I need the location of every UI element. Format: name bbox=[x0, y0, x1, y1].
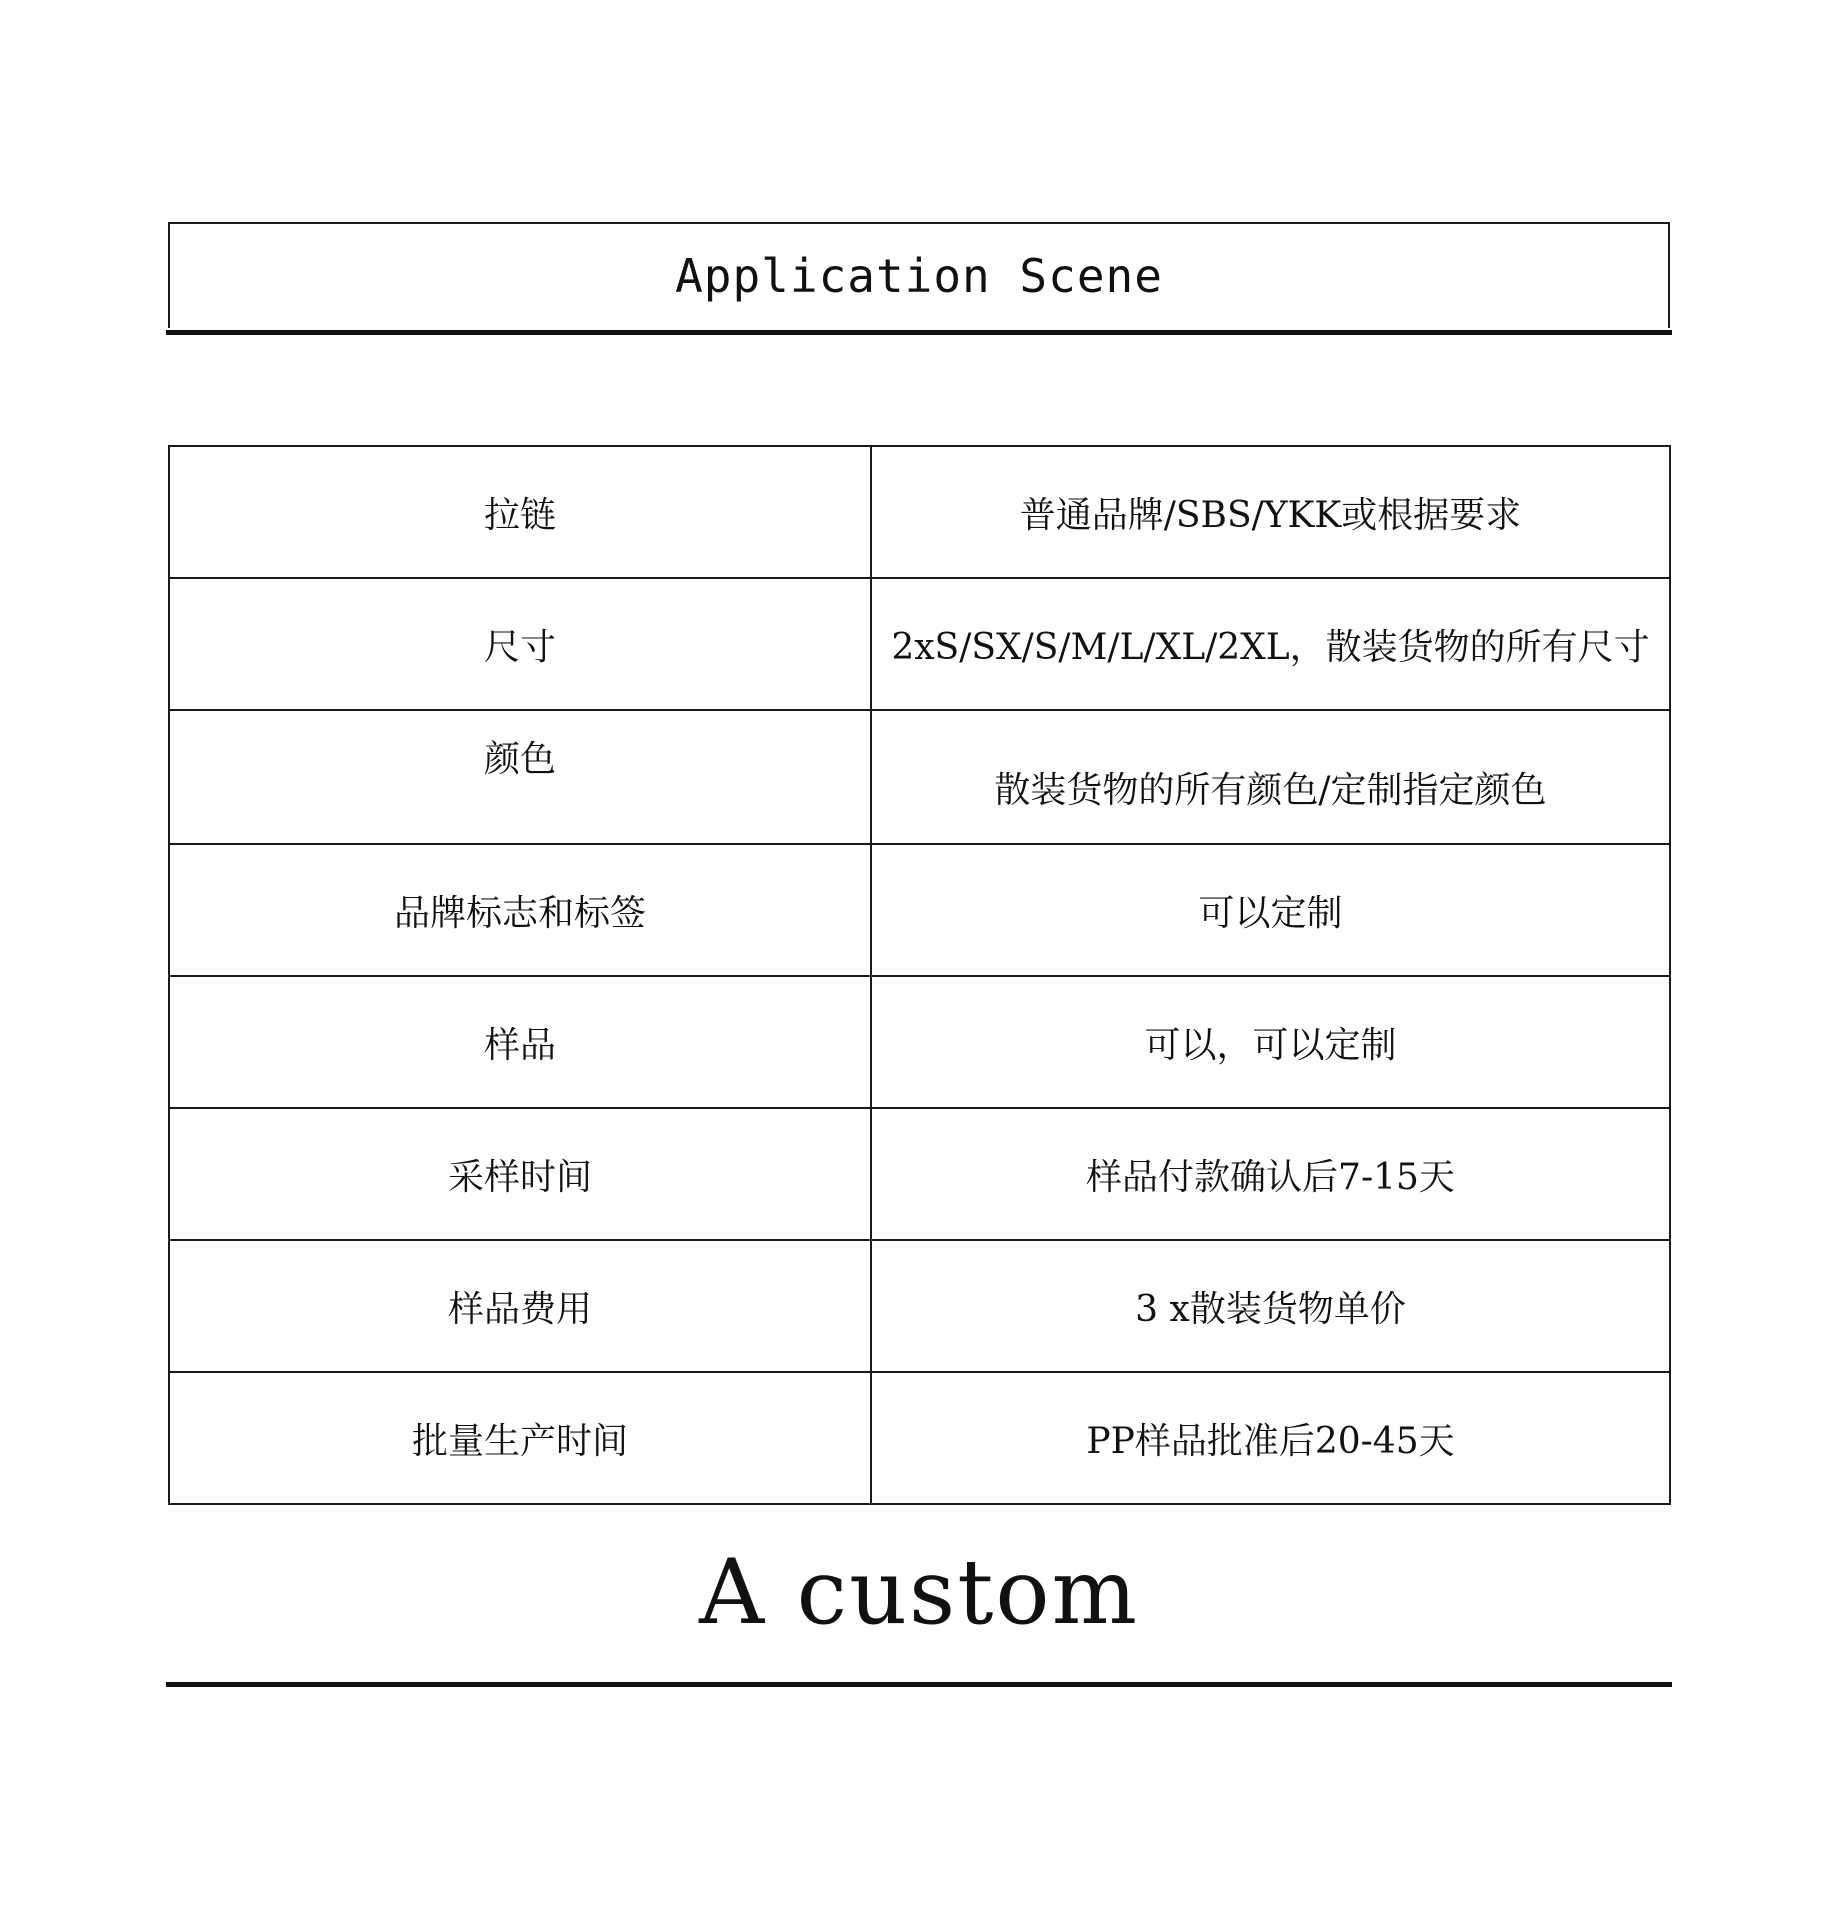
table-row bbox=[169, 1240, 1670, 1372]
row-label: 批量生产时间 bbox=[169, 1372, 871, 1504]
row-value: 散装货物的所有颜色/定制指定颜色 bbox=[871, 710, 1670, 844]
table-row bbox=[169, 1108, 1670, 1240]
row-label: 样品 bbox=[169, 976, 871, 1108]
table-row bbox=[169, 710, 1670, 844]
table-row bbox=[169, 1372, 1670, 1504]
row-value: 样品付款确认后7-15天 bbox=[871, 1108, 1670, 1240]
row-value: 2xS/SX/S/M/L/XL/2XL，散装货物的所有尺寸 bbox=[871, 578, 1670, 710]
row-value: PP样品批准后20-45天 bbox=[871, 1372, 1670, 1504]
title-box bbox=[168, 222, 1670, 328]
table-row bbox=[169, 446, 1670, 578]
row-label: 样品费用 bbox=[169, 1240, 871, 1372]
row-value: 普通品牌/SBS/YKK或根据要求 bbox=[871, 446, 1670, 578]
row-label: 尺寸 bbox=[169, 578, 871, 710]
table-row bbox=[169, 578, 1670, 710]
custom-heading: A custom bbox=[699, 1540, 1139, 1645]
page-title: Application Scene bbox=[675, 249, 1163, 303]
title-underline bbox=[166, 330, 1672, 335]
row-label: 颜色 bbox=[169, 710, 871, 844]
row-value: 可以，可以定制 bbox=[871, 976, 1670, 1108]
row-value: 3 x散装货物单价 bbox=[871, 1240, 1670, 1372]
row-label: 采样时间 bbox=[169, 1108, 871, 1240]
table-row bbox=[169, 844, 1670, 976]
spec-table bbox=[168, 445, 1671, 1505]
row-label: 拉链 bbox=[169, 446, 871, 578]
table-row bbox=[169, 976, 1670, 1108]
row-value: 可以定制 bbox=[871, 844, 1670, 976]
bottom-divider bbox=[166, 1682, 1672, 1687]
row-label: 品牌标志和标签 bbox=[169, 844, 871, 976]
